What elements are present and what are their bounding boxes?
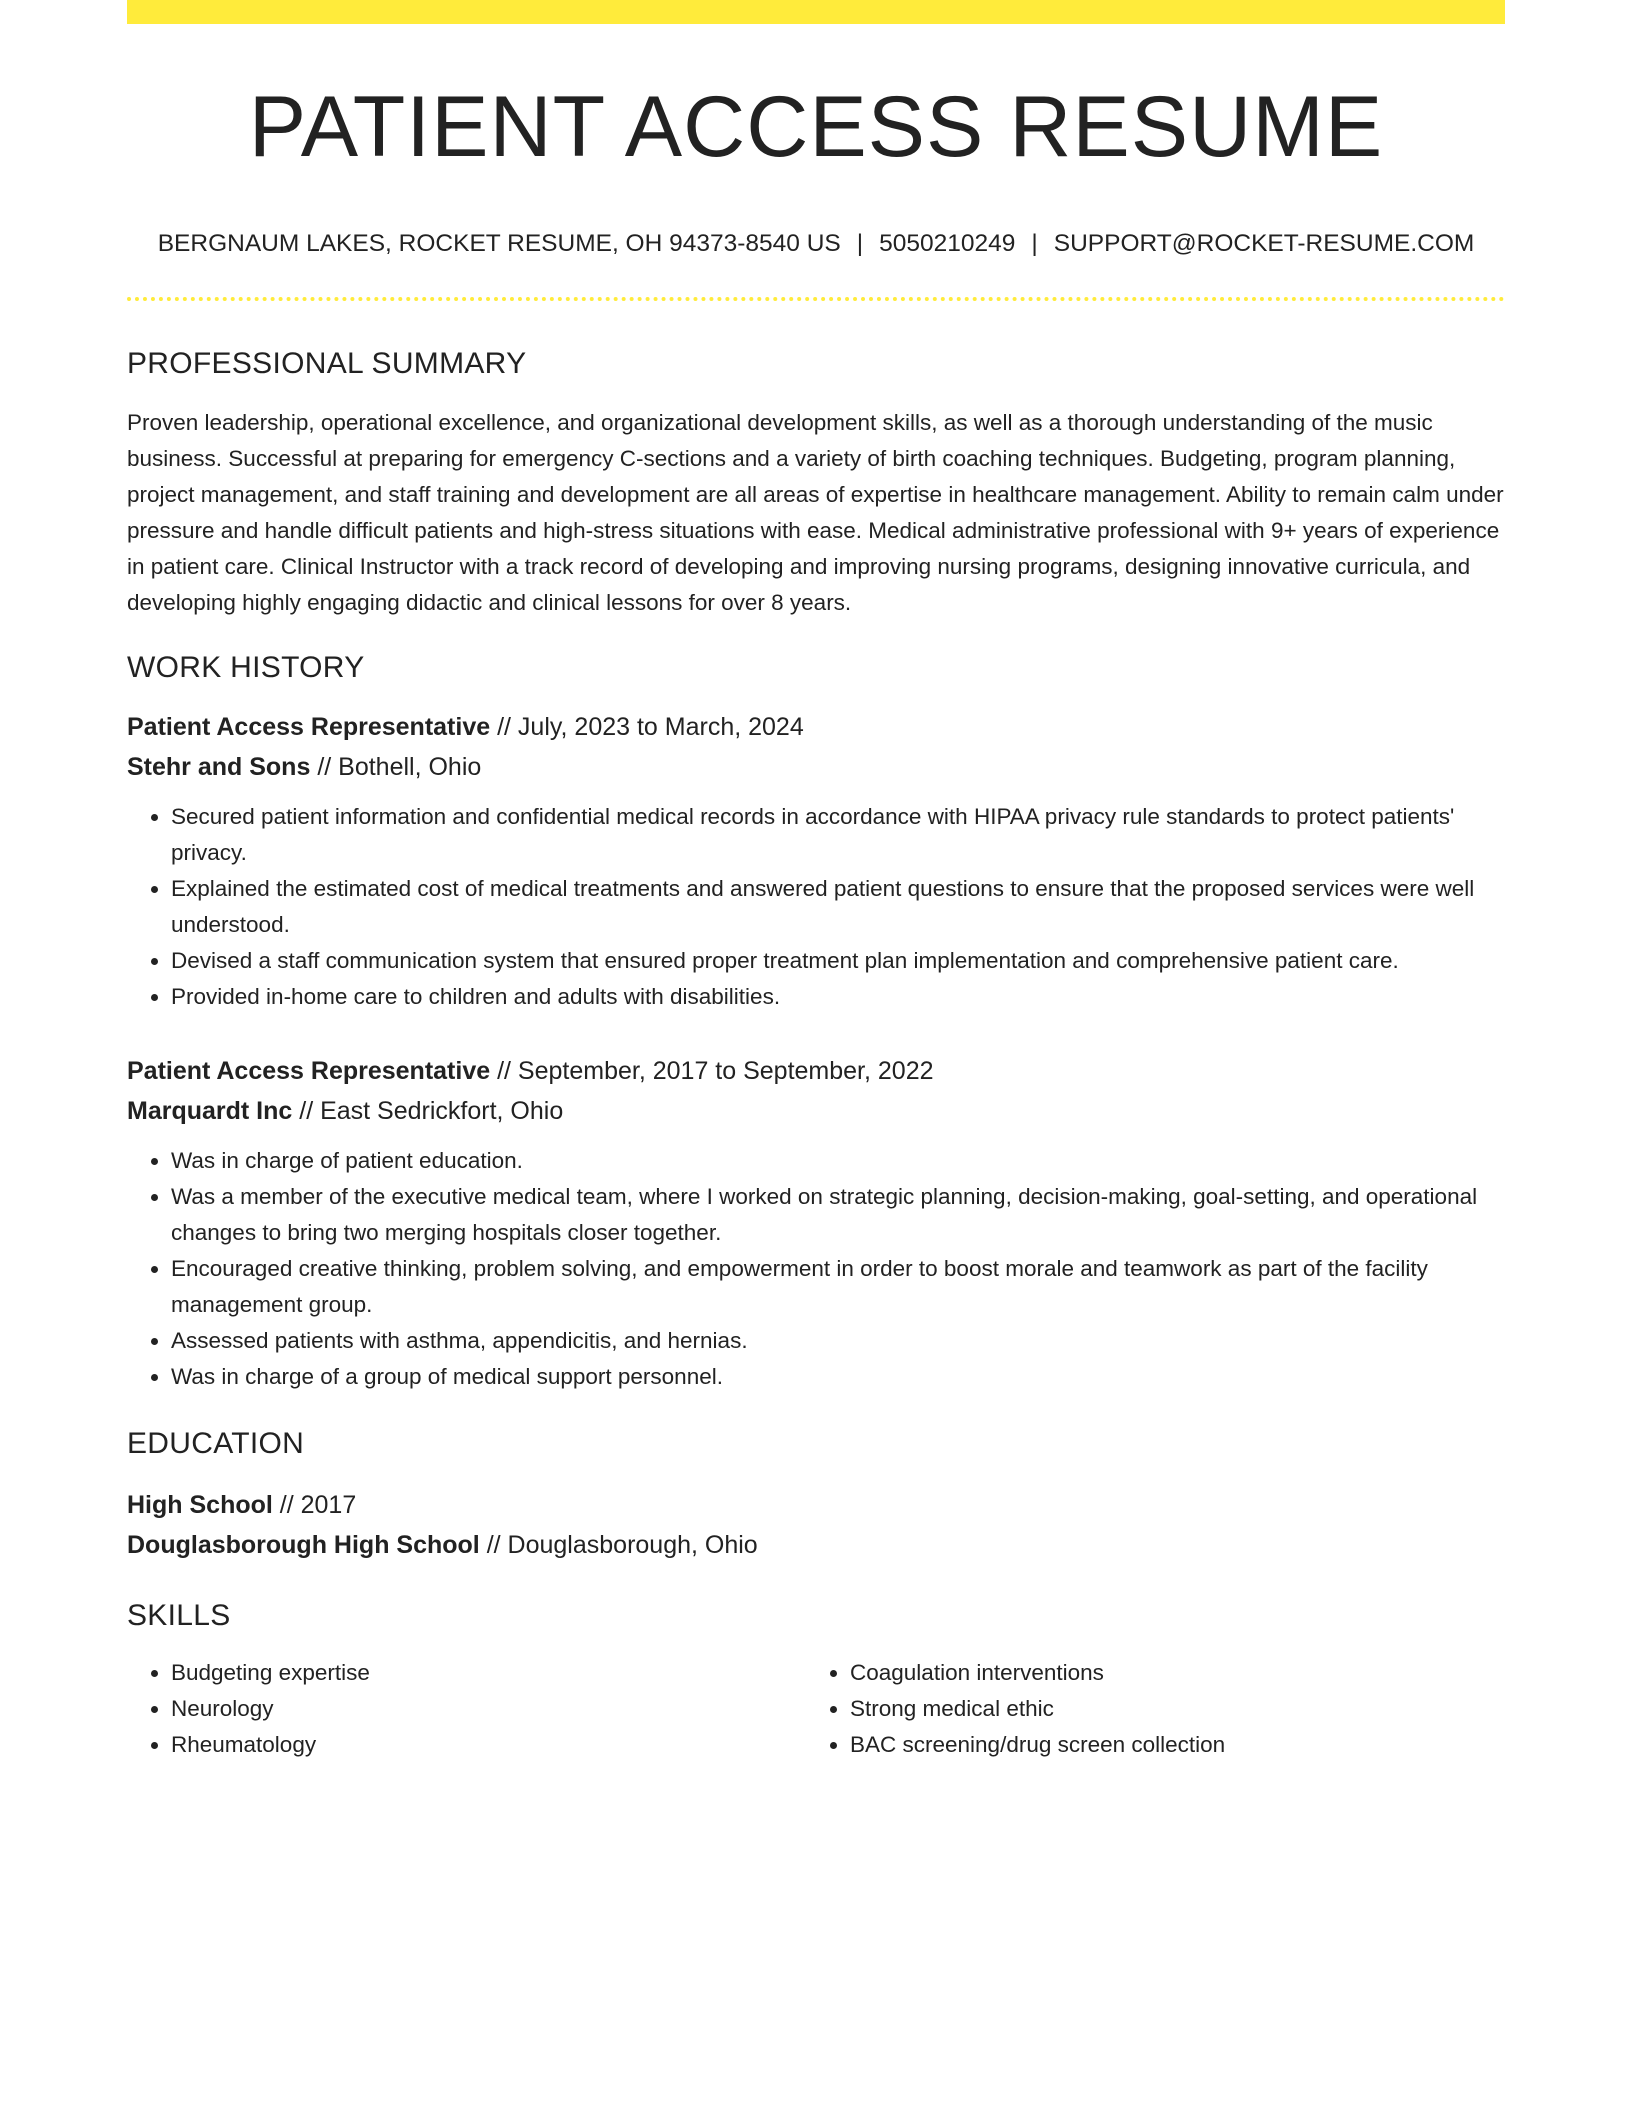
degree: High School [127, 1490, 273, 1519]
school-name: Douglasborough High School [127, 1530, 480, 1559]
job-company-line [127, 747, 1505, 787]
summary-heading: PROFESSIONAL SUMMARY [127, 346, 527, 380]
graduation-year: // 2017 [272, 1490, 357, 1519]
skill-item: • Neurology [171, 1691, 806, 1727]
bullet-item: • Assessed patients with asthma, appendicitis, and hernias. [171, 1323, 1505, 1359]
contact-separator: | [856, 230, 864, 257]
job-title: Patient Access Representative [127, 1056, 491, 1085]
contact-address: BERGNAUM LAKES, ROCKET RESUME, OH 94373-8540 US [157, 230, 841, 257]
work-history-heading: WORK HISTORY [127, 650, 365, 684]
job-company: Marquardt Inc [127, 1096, 293, 1125]
resume-page [127, 0, 1505, 1763]
bullet-item: • Devised a staff communication system that ensured proper treatment plan implementation and comprehensive patient care. [171, 943, 1505, 979]
summary-text: Proven leadership, operational excellence, and organizational development skills, as well as a thorough understanding of the music business. Successful at preparing for emergency C-sections and a variety of birth coaching techniques. Budgeting, program planning, project management, and staff training and development are all areas of expertise in healthcare management. Ability to remain calm under pressure and handle difficult patients and high-stress situations with ease. Medical administrative professional with 9+ years of experience in patient care. Clinical Instructor with a track record of developing and improving nursing programs, designing innovative curricula, and developing highly engaging didactic and clinical lessons for over 8 years. [127, 409, 1504, 615]
contact-phone: 5050210249 [879, 230, 1016, 257]
bullet-item: • Explained the estimated cost of medical treatments and answered patient questions to ensure that the proposed services were well understood. [171, 871, 1505, 943]
bullet-item: • Was a member of the executive medical team, where I worked on strategic planning, decision-making, goal-setting, and operational changes to bring two merging hospitals closer together. [171, 1179, 1505, 1251]
job-dates: // September, 2017 to September, 2022 [490, 1056, 934, 1085]
skill-item: • BAC screening/drug screen collection [850, 1727, 1485, 1763]
skills-column-right [806, 1655, 1485, 1763]
education-heading: EDUCATION [127, 1426, 305, 1460]
degree-line [127, 1485, 1505, 1525]
job-bullets [127, 1143, 1505, 1395]
skill-item: • Coagulation interventions [850, 1655, 1485, 1691]
education-entry [127, 1485, 1505, 1565]
job-title-line [127, 707, 1505, 747]
skill-item: • Budgeting expertise [171, 1655, 806, 1691]
bullet-item: • Was in charge of a group of medical support personnel. [171, 1359, 1505, 1395]
skills-column-left [127, 1655, 806, 1763]
skills-list [127, 1655, 806, 1763]
job-location: // Bothell, Ohio [310, 752, 482, 781]
dotted-divider [127, 297, 1505, 301]
skill-item: • Rheumatology [171, 1727, 806, 1763]
contact-line [127, 232, 1505, 257]
job-dates: // July, 2023 to March, 2024 [490, 712, 804, 741]
job-title: Patient Access Representative [127, 712, 491, 741]
skills-grid [127, 1655, 1505, 1763]
job-bullets [127, 799, 1505, 1015]
job-entry [127, 707, 1505, 1015]
bullet-item: • Provided in-home care to children and adults with disabilities. [171, 979, 1505, 1015]
bullet-item: • Encouraged creative thinking, problem solving, and empowerment in order to boost morale and teamwork as part of the facility management group. [171, 1251, 1505, 1323]
school-location: // Douglasborough, Ohio [479, 1530, 758, 1559]
job-company: Stehr and Sons [127, 752, 311, 781]
skill-item: • Strong medical ethic [850, 1691, 1485, 1727]
job-location: // East Sedrickfort, Ohio [292, 1096, 564, 1125]
job-title-line [127, 1051, 1505, 1091]
contact-email: SUPPORT@ROCKET-RESUME.COM [1053, 230, 1475, 257]
resume-title: PATIENT ACCESS RESUME [248, 79, 1384, 175]
skills-heading: SKILLS [127, 1598, 231, 1632]
job-company-line [127, 1091, 1505, 1131]
bullet-item: • Was in charge of patient education. [171, 1143, 1505, 1179]
bullet-item: • Secured patient information and confidential medical records in accordance with HIPAA privacy rule standards to protect patients' privacy. [171, 799, 1505, 871]
job-entry [127, 1051, 1505, 1395]
contact-separator: | [1031, 230, 1038, 257]
skills-list [806, 1655, 1485, 1763]
school-line [127, 1525, 1505, 1565]
accent-bar [127, 0, 1505, 24]
